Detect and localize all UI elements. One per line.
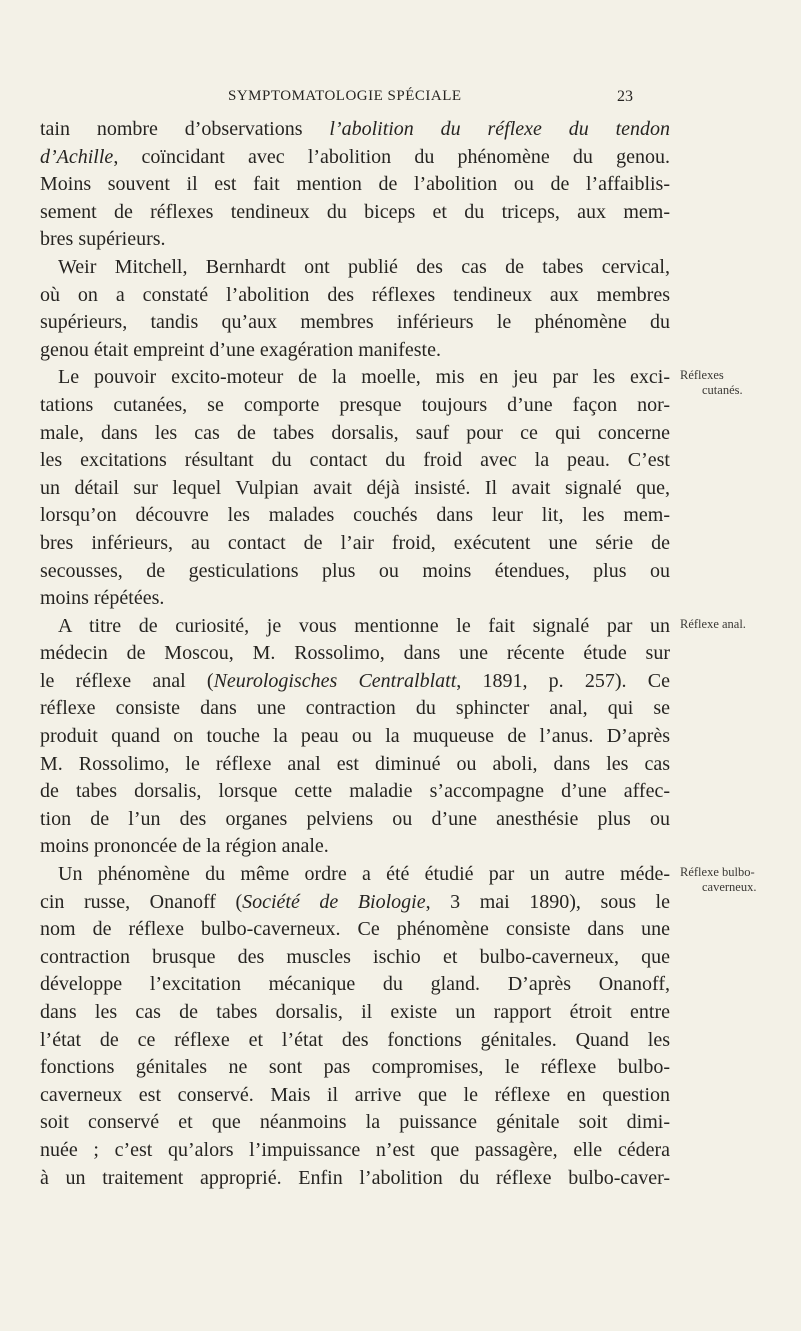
text-segment: un détail sur lequel Vulpian avait déjà insisté. Il avait signalé que, <box>40 476 670 499</box>
text-line <box>40 475 670 503</box>
text-line <box>40 999 670 1027</box>
text-segment: caverneux est conservé. Mais il arrive que le réflexe en question <box>40 1083 670 1106</box>
text-segment: A titre de curiosité, je vous mentionne le fait signalé par un <box>58 614 670 637</box>
margin-note-line: cutanés. <box>702 383 743 398</box>
text-line <box>40 889 670 917</box>
text-segment: médecin de Moscou, M. Rossolimo, dans une récente étude sur <box>40 642 670 665</box>
text-line <box>40 751 670 779</box>
text-line <box>40 502 670 530</box>
text-segment: moins répétées. <box>40 587 165 610</box>
text-segment: moins prononcée de la région anale. <box>40 835 329 858</box>
text-line <box>40 640 670 668</box>
text-segment: Moins souvent il est fait mention de l’abolition ou de l’affaiblis- <box>40 173 670 196</box>
page-number: 23 <box>617 88 633 105</box>
text-segment: sement de réflexes tendineux du biceps et du triceps, aux mem- <box>40 200 670 223</box>
text-segment: réflexe consiste dans une contraction du sphincter anal, qui se <box>40 697 670 720</box>
text-segment: nom de réflexe bulbo-caverneux. Ce phénomène consiste dans une <box>40 918 670 941</box>
text-segment: lorsqu’on découvre les malades couchés dans leur lit, les mem- <box>40 504 670 527</box>
text-line <box>40 530 670 558</box>
running-title: SYMPTOMATOLOGIE SPÉCIALE <box>228 88 462 104</box>
text-line <box>40 1027 670 1055</box>
text-line <box>40 558 670 586</box>
text-segment: cin russe, Onanoff ( <box>40 890 243 913</box>
text-segment: tain nombre d’observations <box>40 118 330 140</box>
text-segment: tion de l’un des organes pelviens ou d’une anesthésie plus ou <box>40 807 670 830</box>
text-line <box>40 695 670 723</box>
text-line <box>40 171 670 199</box>
text-segment: fonctions génitales ne sont pas compromises, le réflexe bulbo- <box>40 1056 670 1079</box>
text-line <box>40 916 670 944</box>
text-segment: de tabes dorsalis, lorsque cette maladie s’accompagne d’une affec- <box>40 780 670 803</box>
text-line <box>40 309 670 337</box>
text-segment: à un traitement approprié. Enfin l’abolition du réflexe bulbo-caver- <box>40 1166 670 1189</box>
italic-segment: Neurologisches Centralblatt <box>213 669 457 692</box>
text-line <box>40 337 670 365</box>
text-segment: dans les cas de tabes dorsalis, il existe un rapport étroit entre <box>40 1001 670 1023</box>
text-segment: développe l’excitation mécanique du gland. D’après Onanoff, <box>40 973 670 996</box>
text-segment: , 1891, p. 257). Ce <box>456 669 670 692</box>
margin-note <box>680 368 743 398</box>
text-segment: Weir Mitchell, Bernhardt ont publié des cas de tabes cervical, <box>58 255 670 278</box>
italic-segment: Société de Biologie <box>242 890 426 913</box>
text-line <box>40 723 670 751</box>
text-line <box>40 392 670 420</box>
text-segment: male, dans les cas de tabes dorsalis, sauf pour ce qui concerne <box>40 421 670 444</box>
text-line <box>40 833 670 861</box>
text-line <box>40 282 670 310</box>
text-line <box>40 144 670 172</box>
text-segment: bres supérieurs. <box>40 228 166 251</box>
text-line <box>40 116 670 144</box>
text-line <box>40 1109 670 1137</box>
text-segment: supérieurs, tandis qu’aux membres inférieurs le phénomène du <box>40 311 670 334</box>
text-line <box>40 364 670 392</box>
text-segment: tations cutanées, se comporte presque toujours d’une façon nor- <box>40 393 670 416</box>
text-line <box>40 1137 670 1165</box>
margin-note <box>680 617 746 632</box>
text-segment: Un phénomène du même ordre a été étudié par un autre méde- <box>58 863 670 886</box>
text-line <box>40 226 670 254</box>
text-segment: , 3 mai 1890), sous le <box>425 890 670 913</box>
text-line <box>40 778 670 806</box>
body-text <box>40 116 670 1192</box>
italic-segment: l’abolition du réflexe du tendon <box>329 118 670 140</box>
text-line <box>40 806 670 834</box>
margin-notes <box>680 0 801 1331</box>
text-line <box>40 1082 670 1110</box>
text-line <box>40 1054 670 1082</box>
margin-note-line: caverneux. <box>702 880 757 895</box>
text-segment: bres inférieurs, au contact de l’air froid, exécutent une série de <box>40 531 670 554</box>
text-segment: soit conservé et que néanmoins la puissance génitale soit dimi- <box>40 1111 670 1134</box>
text-line <box>40 585 670 613</box>
margin-note <box>680 865 756 895</box>
text-segment: contraction brusque des muscles ischio et bulbo-caverneux, que <box>40 945 670 968</box>
text-segment: le réflexe anal ( <box>40 669 214 692</box>
text-segment: nuée ; c’est qu’alors l’impuissance n’est que passagère, elle cédera <box>40 1138 670 1161</box>
text-line <box>40 971 670 999</box>
text-segment: où on a constaté l’abolition des réflexes tendineux aux membres <box>40 283 670 306</box>
text-segment: genou était empreint d’une exagération manifeste. <box>40 338 441 361</box>
text-line <box>40 613 670 641</box>
text-segment: l’état de ce réflexe et l’état des fonctions génitales. Quand les <box>40 1028 670 1051</box>
margin-note-line: Réflexe anal. <box>680 616 746 631</box>
text-segment: M. Rossolimo, le réflexe anal est diminué ou aboli, dans les cas <box>40 752 670 775</box>
text-segment: , coïncidant avec l’abolition du phénomène du genou. <box>113 145 670 168</box>
text-line <box>40 254 670 282</box>
text-line <box>40 199 670 227</box>
text-segment: Le pouvoir excito-moteur de la moelle, mis en jeu par les exci- <box>58 366 670 389</box>
text-segment: secousses, de gesticulations plus ou moins étendues, plus ou <box>40 559 670 582</box>
text-line <box>40 861 670 889</box>
margin-note-line: Réflexe bulbo- <box>680 865 755 880</box>
text-line <box>40 944 670 972</box>
margin-note-line: Réflexes <box>680 368 724 383</box>
text-segment: produit quand on touche la peau ou la muqueuse de l’anus. D’après <box>40 725 670 748</box>
text-line <box>40 668 670 696</box>
text-segment: les excitations résultant du contact du froid avec la peau. C’est <box>40 449 670 472</box>
italic-segment: d’Achille <box>40 145 114 168</box>
text-line <box>40 420 670 448</box>
text-line <box>40 447 670 475</box>
text-line <box>40 1165 670 1193</box>
